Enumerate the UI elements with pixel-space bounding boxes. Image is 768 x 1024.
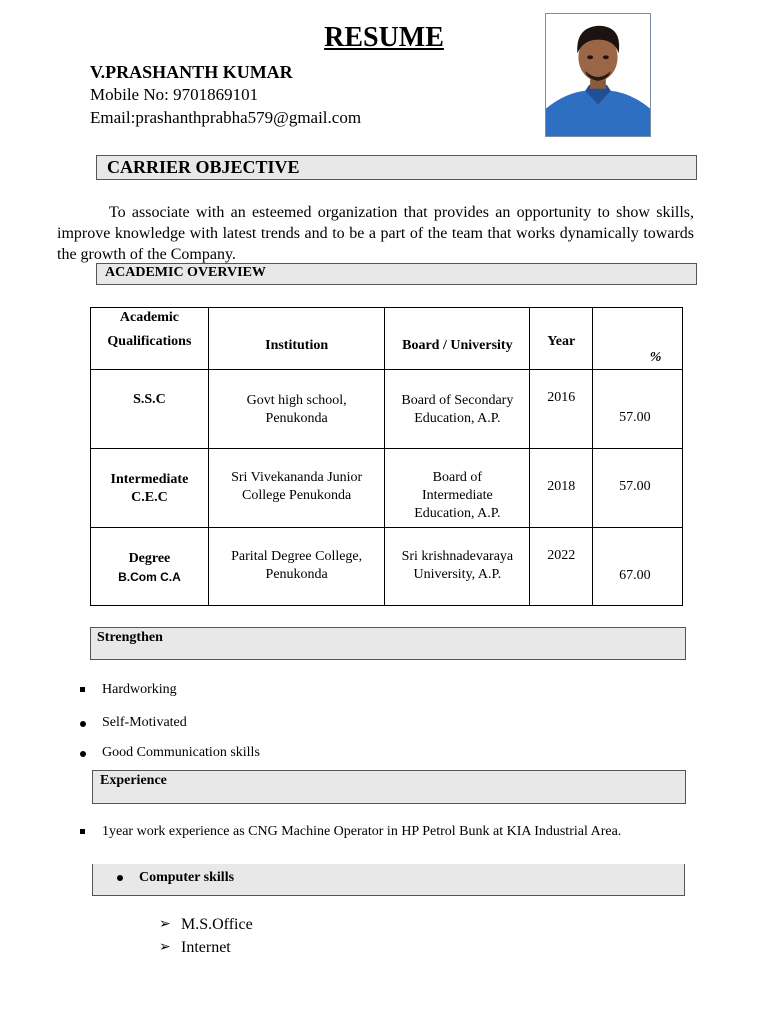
strength-text: Self-Motivated <box>102 715 187 730</box>
cell-institution <box>208 449 385 528</box>
institution-text: Sri Vivekananda Junior College Penukonda <box>231 470 363 503</box>
mobile-number: Mobile No: 9701869101 <box>90 85 259 104</box>
cell-percent <box>593 370 683 449</box>
board-text: Sri krishnadevaraya University, A.P. <box>401 549 514 582</box>
header-qualifications-line1: Academic <box>119 310 179 325</box>
strength-text: Good Communication skills <box>102 745 260 760</box>
qualification-text: Degree <box>128 551 171 566</box>
cell-institution <box>208 370 385 449</box>
board-text: Board of Secondary Education, A.P. <box>401 393 514 426</box>
percent-text: 57.00 <box>619 410 651 425</box>
header-institution-label: Institution <box>265 338 329 353</box>
percent-text: 57.00 <box>619 479 651 494</box>
candidate-name: V.PRASHANTH KUMAR <box>90 62 293 82</box>
arrow-bullet-icon: ➢ <box>159 940 171 955</box>
round-bullet-icon <box>80 751 86 757</box>
header-percent <box>593 308 683 370</box>
institution-text: Govt high school, Penukonda <box>246 393 347 426</box>
percent-text: 67.00 <box>619 568 651 583</box>
cell-institution <box>208 528 385 606</box>
table-row <box>91 528 683 606</box>
cell-board <box>385 449 530 528</box>
header-qualifications <box>91 308 209 370</box>
carrier-objective-heading: CARRIER OBJECTIVE <box>96 155 697 180</box>
computer-skills-heading <box>92 864 685 896</box>
year-text: 2016 <box>547 390 576 405</box>
table-row <box>91 449 683 528</box>
square-bullet-icon <box>80 829 85 834</box>
skill-text: M.S.Office <box>181 916 253 933</box>
cell-year <box>530 449 593 528</box>
arrow-bullet-icon: ➢ <box>159 917 171 932</box>
qualification-text: S.S.C <box>133 392 166 407</box>
qualification-text: Intermediate <box>110 472 189 487</box>
table-header-row <box>91 308 683 370</box>
header-year <box>530 308 593 370</box>
round-bullet-icon <box>80 721 86 727</box>
academic-table <box>90 307 683 606</box>
header-year-label: Year <box>547 334 576 349</box>
square-bullet-icon <box>80 687 85 692</box>
cell-board <box>385 528 530 606</box>
profile-photo <box>545 13 651 137</box>
round-bullet-icon <box>117 875 123 881</box>
strength-text: Hardworking <box>102 682 177 697</box>
academic-overview-heading: ACADEMIC OVERVIEW <box>96 263 697 285</box>
cell-year <box>530 370 593 449</box>
carrier-objective-text: To associate with an esteemed organization that provides an opportunity to show skills, improve knowledge with latest trends and to be a part of the team that works dynamically towards the growth of the Company. <box>57 204 694 263</box>
computer-skills-label: Computer skills <box>139 870 235 885</box>
header-institution <box>208 308 385 370</box>
header-qualifications-line2: Qualifications <box>107 334 192 349</box>
header-board-label: Board / University <box>402 338 513 353</box>
experience-text: 1year work experience as CNG Machine Operator in HP Petrol Bunk at KIA Industrial Area. <box>102 824 622 839</box>
resume-title: RESUME <box>324 22 444 53</box>
qualification-subtext: C.E.C <box>131 490 168 505</box>
qualification-subtext: B.Com C.A <box>118 570 181 584</box>
cell-year <box>530 528 593 606</box>
table-row <box>91 370 683 449</box>
cell-percent <box>593 449 683 528</box>
cell-qualification <box>91 449 209 528</box>
email-address: Email:prashanthprabha579@gmail.com <box>90 108 362 127</box>
board-text: Board of Intermediate Education, A.P. <box>414 470 501 521</box>
cell-qualification <box>91 528 209 606</box>
cell-percent <box>593 528 683 606</box>
skill-text: Internet <box>181 939 231 956</box>
year-text: 2022 <box>547 548 576 563</box>
experience-heading: Experience <box>92 770 686 804</box>
strengthen-heading: Strengthen <box>90 627 686 660</box>
year-text: 2018 <box>547 479 576 494</box>
cell-qualification <box>91 370 209 449</box>
cell-board <box>385 370 530 449</box>
header-percent-label: % <box>649 350 662 365</box>
institution-text: Parital Degree College, Penukonda <box>231 549 363 582</box>
header-board <box>385 308 530 370</box>
